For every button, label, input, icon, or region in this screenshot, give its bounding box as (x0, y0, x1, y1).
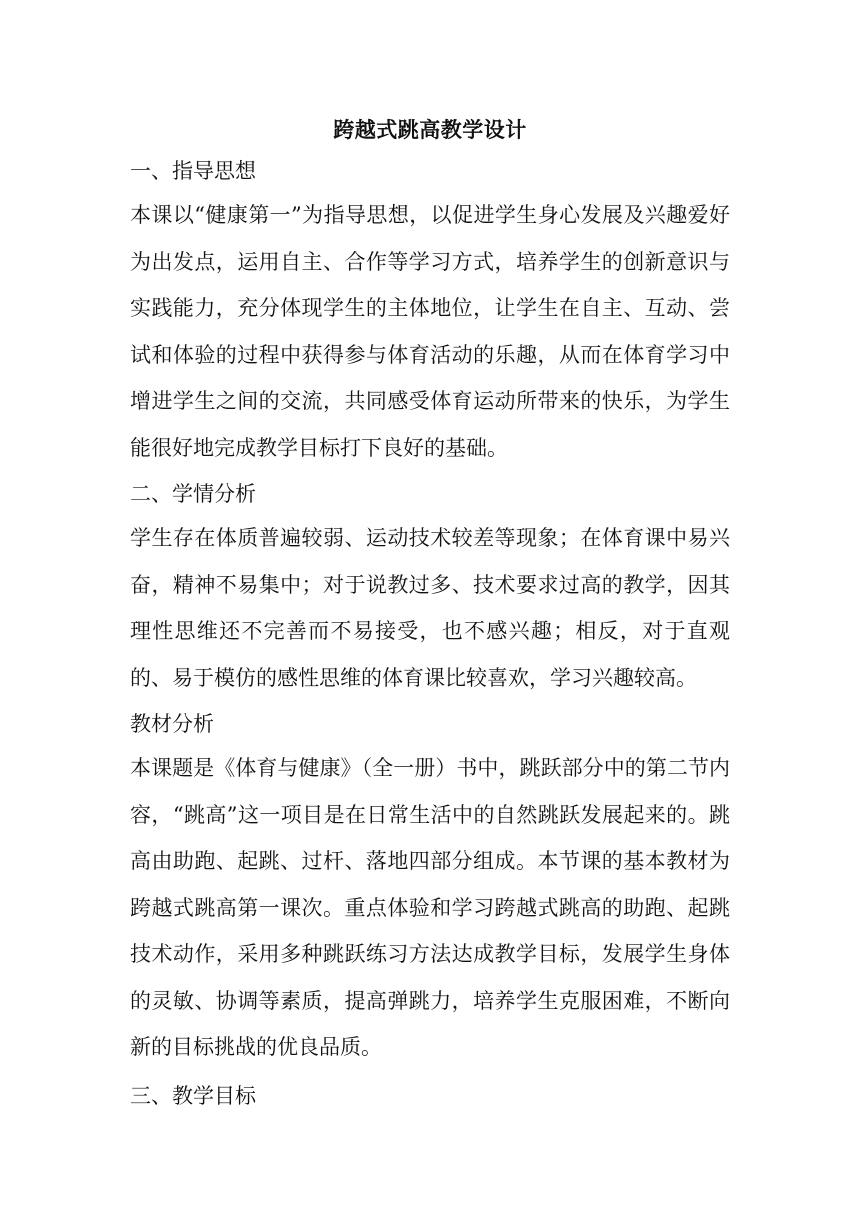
section-heading-material-analysis: 教材分析 (130, 712, 214, 736)
document-title: 跨越式跳高教学设计 (333, 117, 527, 142)
section-heading-teaching-objectives: 三、教学目标 (130, 1083, 256, 1108)
section-body-guiding-ideology: 本课以“健康第一”为指导思想，以促进学生身心发展及兴趣爱好为出发点，运用自主、合作等学习方式，培养学生的创新意识与实践能力，充分体现学生的主体地位，让学生在自主、互动、尝试和体验的过程中获得参与体育活动的乐趣，从而在体育学习中增进学生之间的交流，共同感受体育运动所带来的快乐，为学生能很好地完成教学目标打下良好的基础。 (130, 203, 730, 460)
document-content (130, 110, 730, 1117)
section-heading-student-analysis: 二、学情分析 (130, 482, 256, 506)
section-body-student-analysis: 学生存在体质普遍较弱、运动技术较差等现象；在体育课中易兴奋，精神不易集中；对于说教过多、技术要求过高的教学，因其理性思维还不完善而不易接受，也不感兴趣；相反，对于直观的、易于模仿的感性思维的体育课比较喜欢，学习兴趣较高。 (130, 526, 730, 690)
section-body-material-analysis: 本课题是《体育与健康》（全一册）书中，跳跃部分中的第二节内容，“跳高”这一项目是在日常生活中的自然跳跃发展起来的。跳高由助跑、起跳、过杆、落地四部分组成。本节课的基本教材为跨越式跳高第一课次。重点体验和学习跨越式跳高的助跑、起跳技术动作，采用多种跳跃练习方法达成教学目标，发展学生身体的灵敏、协调等素质，提高弹跳力，培养学生克服困难，不断向新的目标挑战的优良品质。 (130, 756, 730, 1059)
section-heading-guiding-ideology: 一、指导思想 (130, 159, 256, 183)
